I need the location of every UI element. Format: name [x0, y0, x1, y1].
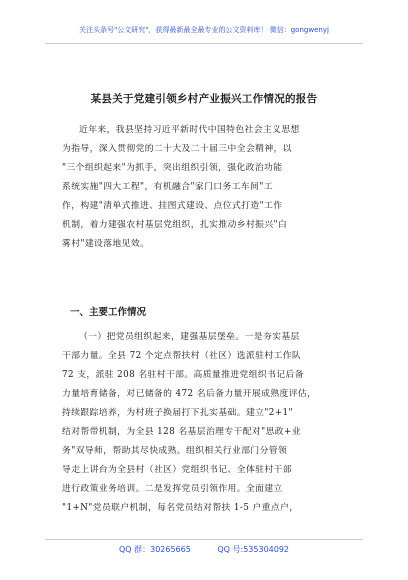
- intro-line: "三个组织起来"为抓手，突出组织引领，强化政治功能: [62, 163, 283, 173]
- intro-line: 作，构建"清单式推进、挂图式建设、点位式打造"工作: [62, 201, 283, 211]
- section-line: 结对帮带机制，为全县 128 名基层治理专干配对"思政+业: [62, 427, 301, 437]
- intro-line: 近年来，我县坚持习近平新时代中国特色社会主义思想: [79, 125, 300, 135]
- section-paragraph: [62, 328, 356, 518]
- intro-line: 机制，着力建强农村基层党组织，扎实推动乡村振兴"白: [62, 220, 288, 230]
- section-line: 进行政策业务培训。二是发挥党员引领作用。全面建立: [62, 484, 283, 494]
- section-line: 导走上讲台为全县村（社区）党组织书记、全体驻村干部: [62, 465, 292, 475]
- footer-qq-number: QQ 号:535304092: [217, 545, 290, 554]
- section-line: 持续跟踪培养，为村班子换届打下扎实基础。建立"2+1": [62, 408, 293, 418]
- page-header: [0, 0, 408, 45]
- document-title: 某县关于党建引领乡村产业振兴工作情况的报告: [90, 93, 318, 105]
- footer-qq-group: QQ 群：30265665: [118, 545, 191, 554]
- section-line: "1+N"党员联户机制，每名党员结对帮扶 1-5 户重点户，: [62, 503, 299, 513]
- section-line: 72 支，派驻 208 名驻村干部。高质量推进党组织书记后备: [62, 370, 304, 380]
- section-line: 干部力量。全县 72 个定点帮扶村（社区）选派驻村工作队: [62, 351, 302, 361]
- section-line: 务"双导师，帮助其尽快成熟。组织相关行业部门分管领: [62, 446, 288, 456]
- footer-divider: [45, 539, 363, 540]
- section-heading: 一、主要工作情况: [70, 307, 147, 318]
- header-banner: 关注头条号"公文研究"，获得最新最全最专业的公文资料库！ 微信：gongwenyj: [79, 26, 329, 34]
- page-footer: [0, 544, 408, 555]
- intro-paragraph: [62, 121, 356, 254]
- intro-line: 为指导，深入贯彻党的二十大及二十届三中全会精神，以: [62, 144, 292, 154]
- intro-line: 系统实施"四大工程"，有机融合"家门口务工车间"工: [62, 182, 273, 192]
- section-line: （一）把党员组织起来，建强基层堡垒。一是夯实基层: [79, 332, 300, 342]
- section-line: 力量培育储备，对已储备的 472 名后备力量开展成熟度评估，: [62, 389, 317, 399]
- header-divider: [45, 43, 363, 44]
- intro-line: 雾村"建设落地见效。: [62, 239, 150, 249]
